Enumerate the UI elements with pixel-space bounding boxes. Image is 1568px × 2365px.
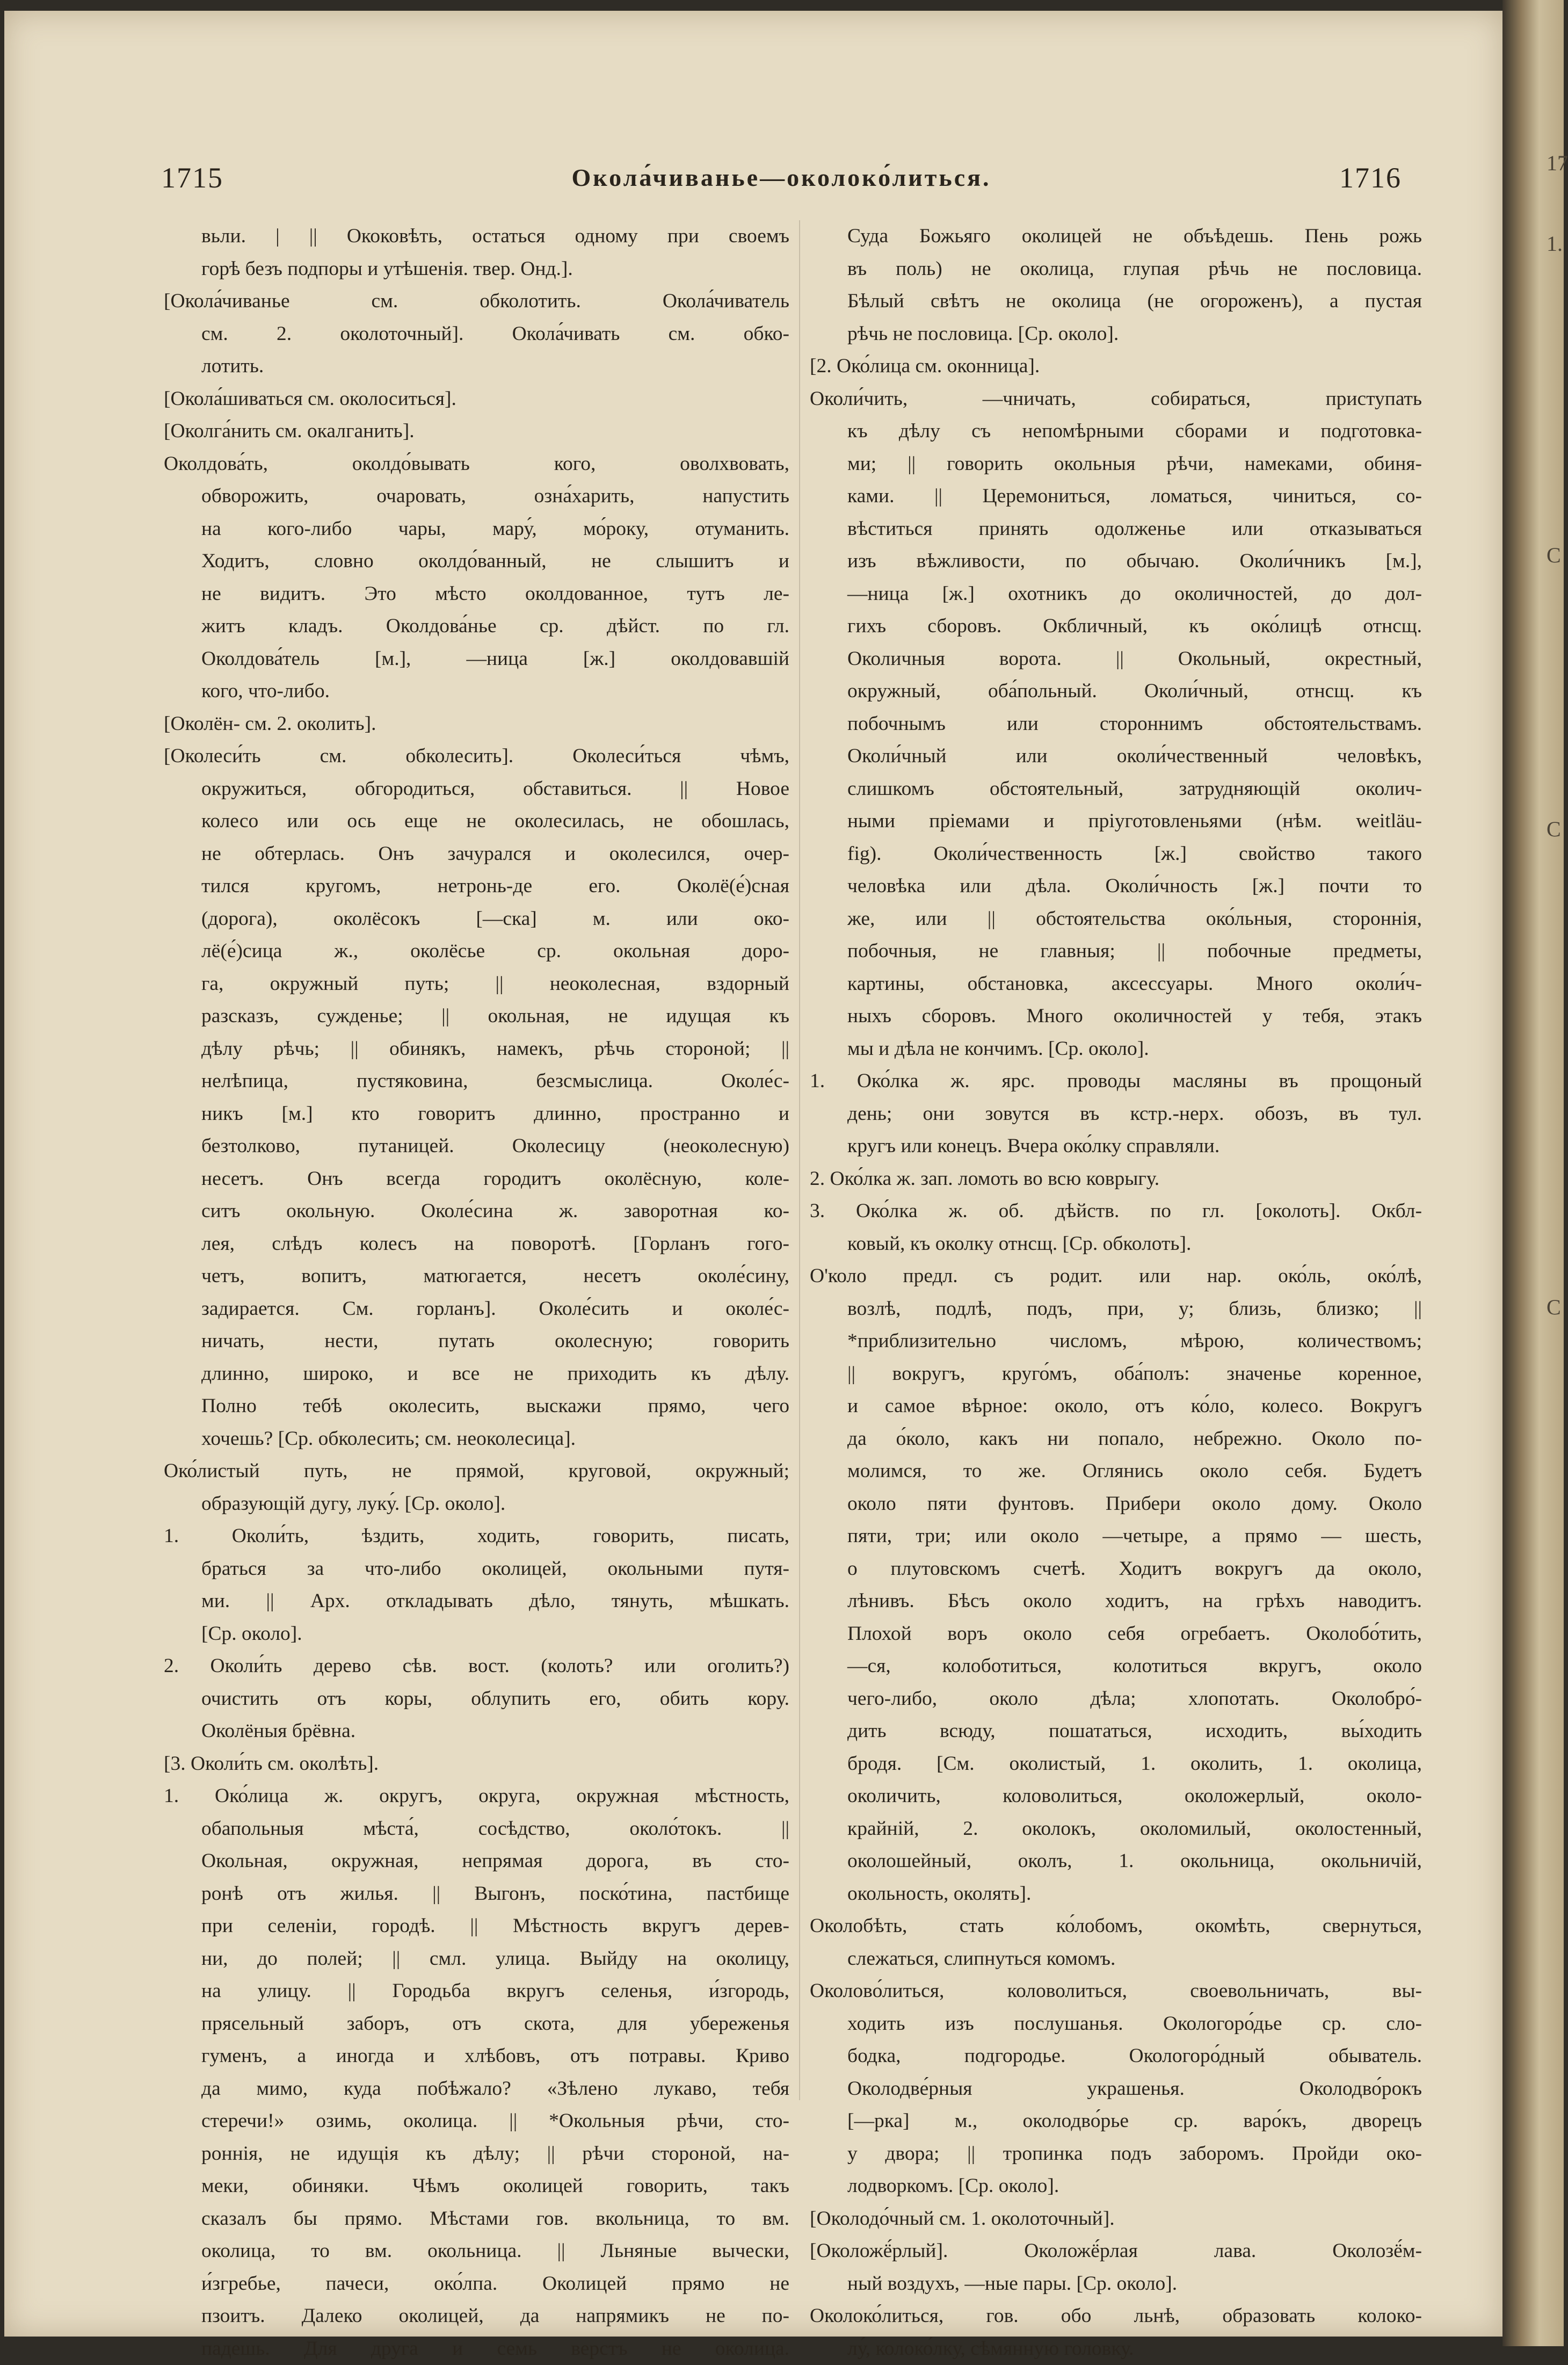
text-line: Околодве́рныя украшенья. Околодво́рокъ: [810, 2073, 1422, 2106]
text-line: га, окружный путь; || неоколесная, вздорный: [164, 968, 789, 1001]
text-line: [2. Око́лица см. оконница].: [810, 350, 1422, 383]
text-line: картины, обстановка, аксессуары. Много околи́ч-: [810, 968, 1422, 1001]
text-line: ными пріемами и пріуготовленьями (нѣм. weitläu-: [810, 805, 1422, 838]
text-line: кругъ или конецъ. Вчера око́лку справляли.: [810, 1130, 1422, 1163]
text-line: безтолково, путаницей. Околесицу (неоколесную): [164, 1130, 789, 1163]
text-line: нелѣпица, пустяковина, безсмыслица. Околе́с-: [164, 1065, 789, 1098]
text-line: ходить изъ послушанья. Окологоро́дье ср. сло-: [810, 2008, 1422, 2041]
text-line: окружиться, обгородиться, обставиться. || Новое: [164, 773, 789, 806]
text-line: —ся, колоботиться, колотиться вкругъ, около: [810, 1650, 1422, 1683]
text-line: лотить.: [164, 350, 789, 383]
text-line: 1. Око́лица ж. округъ, округа, окружная мѣстность,: [164, 1780, 789, 1813]
text-line: || вокругъ, круго́мъ, оба́полъ: значенье коренное,: [810, 1358, 1422, 1391]
text-line: очистить отъ коры, облупить его, обить кору.: [164, 1683, 789, 1716]
text-line: меки, обиняки. Чѣмъ околицей говорить, такъ: [164, 2170, 789, 2203]
text-line: стеречи!» озимь, околица. || *Окольныя рѣчи, сто-: [164, 2105, 789, 2138]
text-line: же, или || обстоятельства око́льныя, стороннія,: [810, 903, 1422, 936]
page-header: [161, 161, 1402, 199]
text-line: [Околожё́рлый]. Околожё́рлая лава. Околозё́м-: [810, 2235, 1422, 2268]
text-line: лея, слѣдъ колесъ на поворотѣ. [Горланъ гого-: [164, 1228, 789, 1261]
text-line: браться за что-либо околицей, окольными путя-: [164, 1553, 789, 1586]
text-line: 1. Околи́ть, ѣздить, ходить, говорить, писать,: [164, 1520, 789, 1553]
facing-page-edge: [1502, 0, 1564, 2346]
text-line: Околово́литься, коловолиться, своевольничать, вы-: [810, 1975, 1422, 2008]
text-line: см. 2. околоточный]. Окола́чивать см. обко-: [164, 318, 789, 351]
text-line: горѣ безъ подпоры и утѣшенія. твер. Онд.].: [164, 253, 789, 286]
text-line: ронѣ отъ жилья. || Выгонъ, поско́тина, пастбище: [164, 1878, 789, 1911]
text-line: ковый, къ околку отнсщ. [Ср. обколоть].: [810, 1228, 1422, 1261]
text-line: *приблизительно числомъ, мѣрою, количествомъ;: [810, 1325, 1422, 1358]
text-line: околичить, коловолиться, околожерлый, около-: [810, 1780, 1422, 1813]
text-line: образующій дугу, луку́. [Ср. около].: [164, 1488, 789, 1521]
margin-mark: С: [1547, 1294, 1561, 1320]
text-line: [Околодо́чный см. 1. околоточный].: [810, 2203, 1422, 2236]
left-column: [164, 220, 789, 2365]
text-line: человѣка или дѣла. Околи́чность [ж.] почти то: [810, 870, 1422, 903]
text-line: не видитъ. Это мѣсто околдованное, тутъ ле-: [164, 578, 789, 611]
text-line: гихъ сборовъ. Окбличный, къ око́лицѣ отнсщ.: [810, 610, 1422, 643]
text-line: на кого-либо чары, мару́, мо́року, отуманить.: [164, 513, 789, 546]
text-line: 2. Околи́ть дерево сѣв. вост. (колоть? или оголить?): [164, 1650, 789, 1683]
text-line: [Окола́чиванье см. обколотить. Окола́чиватель: [164, 285, 789, 318]
text-line: 1. Око́лка ж. ярс. проводы масляны въ прощоный: [810, 1065, 1422, 1098]
text-line: [Околга́нить см. окалганить].: [164, 415, 789, 448]
column-divider: [799, 220, 800, 2100]
text-line: сказалъ бы прямо. Мѣстами гов. вкольница, то вм.: [164, 2203, 789, 2236]
text-line: разсказъ, сужденье; || окольная, не идущая къ: [164, 1000, 789, 1033]
running-title: Окола́чиванье—околоко́литься.: [161, 163, 1402, 192]
text-line: крайній, 2. околокъ, околомилый, околостенный,: [810, 1813, 1422, 1846]
text-line: лѣнивъ. Бѣсъ около ходитъ, на грѣхъ наводитъ.: [810, 1585, 1422, 1618]
text-line: и самое вѣрное: около, отъ ко́ло, колесо. Вокругъ: [810, 1390, 1422, 1423]
text-line: никъ [м.] кто говоритъ длинно, пространно и: [164, 1098, 789, 1131]
text-line: fig). Околи́чественность [ж.] свойство такого: [810, 838, 1422, 871]
text-line: лодворкомъ. [Ср. около].: [810, 2170, 1422, 2203]
text-line: на улицу. || Городьба вкругъ селенья, и́згородь,: [164, 1975, 789, 2008]
text-line: —ница [ж.] охотникъ до околичностей, до дол-: [810, 578, 1422, 611]
text-line: ныхъ сборовъ. Много околичностей у тебя, этакъ: [810, 1000, 1422, 1033]
text-line: житъ кладъ. Околдова́нье ср. дѣйст. по гл.: [164, 610, 789, 643]
text-line: рѣчь не пословица. [Ср. около].: [810, 318, 1422, 351]
text-line: ми; || говорить окольныя рѣчи, намеками, обиня-: [810, 448, 1422, 481]
text-line: [Окола́шиваться см. околоситься].: [164, 383, 789, 416]
text-line: Ходитъ, словно околдо́ванный, не слышитъ и: [164, 545, 789, 578]
text-line: да о́коло, какъ ни попало, небрежно. Около по-: [810, 1423, 1422, 1456]
text-line: окольность, околять].: [810, 1878, 1422, 1911]
text-line: побочныя, не главныя; || побочные предметы,: [810, 935, 1422, 968]
page-number-right: 1716: [1339, 161, 1402, 194]
text-line: побочнымъ или стороннимъ обстоятельствамъ.: [810, 708, 1422, 741]
margin-mark: С: [1547, 543, 1561, 568]
text-line: гуменъ, а иногда и хлѣбовъ, отъ потравы. Криво: [164, 2040, 789, 2073]
text-line: околица, то вм. окольница. || Льняные вычески,: [164, 2235, 789, 2268]
right-column: [810, 220, 1422, 2365]
text-line: Околоко́литься, гов. обо льнѣ, образовать колоко-: [810, 2300, 1422, 2333]
text-line: пяти, три; или около —четыре, а прямо — шесть,: [810, 1520, 1422, 1553]
text-line: Плохой воръ около себя огребаетъ. Околобо́тить,: [810, 1618, 1422, 1651]
text-line: прясельный заборъ, отъ скота, для убереженья: [164, 2008, 789, 2041]
text-line: вьли. | || Ококовѣть, остаться одному при своемъ: [164, 220, 789, 253]
text-line: роннія, не идущія къ дѣлу; || рѣчи стороной, на-: [164, 2138, 789, 2171]
text-line: обапольныя мѣста́, сосѣдство, около́токъ. ||: [164, 1813, 789, 1846]
text-line: вѣститься принять одолженье или отказываться: [810, 513, 1422, 546]
text-line: Полно тебѣ околесить, выскажи прямо, чего: [164, 1390, 789, 1423]
text-line: несетъ. Онъ всегда городитъ околёсную, коле-: [164, 1163, 789, 1196]
margin-mark: 1.: [1547, 231, 1563, 256]
text-line: колесо или ось еще не околесилась, не обошлась,: [164, 805, 789, 838]
text-line: да мимо, куда побѣжало? «Зѣлено лукаво, тебя: [164, 2073, 789, 2106]
text-line: [3. Околи́ть см. околѣть].: [164, 1748, 789, 1781]
text-line: падешь. Для друга и семь верстъ не околица.: [164, 2333, 789, 2365]
text-line: ми. || Арх. откладывать дѣло, тянуть, мѣшкать.: [164, 1585, 789, 1618]
text-line: длинно, широко, и все не приходить къ дѣлу.: [164, 1358, 789, 1391]
text-line: изъ вѣжливости, по обычаю. Околи́чникъ [м.],: [810, 545, 1422, 578]
margin-mark: 17: [1547, 150, 1568, 176]
text-line: кого, что-либо.: [164, 675, 789, 708]
text-line: тился кругомъ, нетронь-де его. Околё(е́)сная: [164, 870, 789, 903]
text-line: [Околён- см. 2. околить].: [164, 708, 789, 741]
text-line: 2. Око́лка ж. зап. ломоть во всю коврыгу.: [810, 1163, 1422, 1196]
text-line: при селеніи, городѣ. || Мѣстность вкругъ дерев-: [164, 1910, 789, 1943]
text-line: Околичныя ворота. || Окольный, окрестный,: [810, 643, 1422, 676]
text-line: возлѣ, подлѣ, подъ, при, у; близь, близко; ||: [810, 1293, 1422, 1326]
margin-mark: С: [1547, 816, 1561, 842]
text-line: хочешь? [Ср. обколесить; см. неоколесица].: [164, 1423, 789, 1456]
text-line: ками. || Церемониться, ломаться, чиниться, со-: [810, 480, 1422, 513]
text-line: ный воздухъ, —ные пары. [Ср. около].: [810, 2268, 1422, 2301]
text-line: ни, до полей; || смл. улица. Выйду на околицу,: [164, 1943, 789, 1976]
text-line: Околдова́тель [м.], —ница [ж.] околдовавшій: [164, 643, 789, 676]
text-line: дѣлу рѣчь; || обинякъ, намекъ, рѣчь стороной; ||: [164, 1033, 789, 1066]
text-line: Око́листый путь, не прямой, круговой, окружный;: [164, 1455, 789, 1488]
text-line: слежаться, слипнуться комомъ.: [810, 1943, 1422, 1976]
text-line: слишкомъ обстоятельный, затрудняющій околич-: [810, 773, 1422, 806]
text-line: около пяти фунтовъ. Прибери около дому. Около: [810, 1488, 1422, 1521]
text-line: ситъ окольную. Околе́сина ж. заворотная ко-: [164, 1195, 789, 1228]
text-line: чего-либо, около дѣла; хлопотать. Околобро́-: [810, 1683, 1422, 1716]
text-line: четъ, вопитъ, матюгается, несетъ околе́сину,: [164, 1260, 789, 1293]
text-line: Околёныя брёвна.: [164, 1715, 789, 1748]
text-line: лё(е́)сица ж., околёсье ср. окольная доро-: [164, 935, 789, 968]
text-line: лу́, колоко́лку, сѣмянную головку.: [810, 2333, 1422, 2365]
text-line: Суда Божьяго околицей не объѣдешь. Пень рожь: [810, 220, 1422, 253]
text-line: [Ср. около].: [164, 1618, 789, 1651]
text-line: [Околеси́ть см. обколесить]. Околеси́ться чѣмъ,: [164, 740, 789, 773]
text-line: Околи́чить, —чничать, собираться, приступать: [810, 383, 1422, 416]
text-line: къ дѣлу съ непомѣрными сборами и подготовка-: [810, 415, 1422, 448]
text-line: бродя. [См. околистый, 1. околить, 1. околица,: [810, 1748, 1422, 1781]
text-line: Окольная, окружная, непрямая дорога, въ сто-: [164, 1845, 789, 1878]
text-line: въ поль) не околица, глупая рѣчь не пословица.: [810, 253, 1422, 286]
text-line: Бѣлый свѣтъ не околица (не огороженъ), а пустая: [810, 285, 1422, 318]
text-line: околошейный, околъ, 1. окольница, окольничій,: [810, 1845, 1422, 1878]
text-line: обворожить, очаровать, озна́харить, напустить: [164, 480, 789, 513]
text-line: пзоитъ. Далеко околицей, да напрямикъ не по-: [164, 2300, 789, 2333]
text-line: окружный, оба́польный. Околи́чный, отнсщ. къ: [810, 675, 1422, 708]
text-line: задирается. См. горланъ]. Околе́сить и околе́с-: [164, 1293, 789, 1326]
text-line: у двора; || тропинка подъ заборомъ. Пройди око-: [810, 2138, 1422, 2171]
text-line: не обтерлась. Онъ зачурался и околесился, очер-: [164, 838, 789, 871]
text-line: дить всюду, пошататься, исходить, вы́ходить: [810, 1715, 1422, 1748]
text-line: о плутовскомъ счетѣ. Ходитъ вокругъ да около,: [810, 1553, 1422, 1586]
text-line: 3. Око́лка ж. об. дѣйств. по гл. [околоть]. Окбл-: [810, 1195, 1422, 1228]
text-line: мы и дѣла не кончимъ. [Ср. около].: [810, 1033, 1422, 1066]
text-line: Околдова́ть, околдо́вывать кого, оволхвовать,: [164, 448, 789, 481]
text-line: О'коло предл. съ родит. или нар. око́ль, око́лѣ,: [810, 1260, 1422, 1293]
text-line: [—рка] м., околодво́рье ср. варо́къ, дворецъ: [810, 2105, 1422, 2138]
text-line: бодка, подгородье. Окологоро́дный обыватель.: [810, 2040, 1422, 2073]
text-line: и́згребье, пачеси, око́лпа. Околицей прямо не: [164, 2268, 789, 2301]
text-line: Околи́чный или околи́чественный человѣкъ,: [810, 740, 1422, 773]
text-line: день; они зовутся въ кстр.-нерх. обозъ, въ тул.: [810, 1098, 1422, 1131]
text-line: Околобѣть, стать ко́лобомъ, окомѣть, свернуться,: [810, 1910, 1422, 1943]
text-line: ничать, нести, путать околесную; говорить: [164, 1325, 789, 1358]
text-line: (дорога), околёсокъ [—ска] м. или око-: [164, 903, 789, 936]
text-line: молимся, то же. Оглянись около себя. Будетъ: [810, 1455, 1422, 1488]
page-number-left: 1715: [161, 161, 223, 194]
